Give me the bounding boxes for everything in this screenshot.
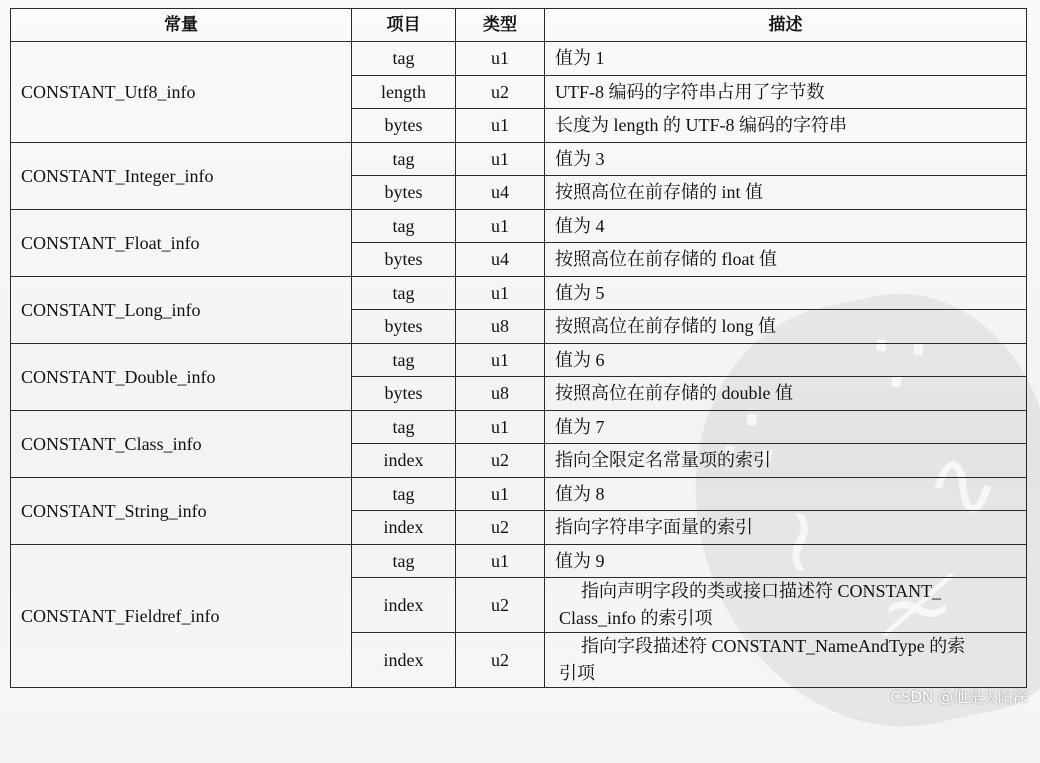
- type-cell: u8: [456, 310, 545, 344]
- type-cell: u2: [456, 578, 545, 633]
- description-cell: UTF-8 编码的字符串占用了字节数: [545, 75, 1027, 109]
- table-row: [11, 209, 1027, 243]
- item-cell: bytes: [352, 310, 456, 344]
- constant-pool-table: [10, 8, 1027, 688]
- description-cell: 值为 1: [545, 42, 1027, 76]
- item-cell: tag: [352, 343, 456, 377]
- item-cell: tag: [352, 209, 456, 243]
- description-cell: 按照高位在前存储的 long 值: [545, 310, 1027, 344]
- header-type: 类型: [456, 9, 545, 42]
- description-cell: [545, 578, 1027, 633]
- description-line: 指向字段描述符 CONSTANT_NameAndType 的索: [581, 636, 966, 656]
- type-cell: u1: [456, 276, 545, 310]
- description-cell: 值为 3: [545, 142, 1027, 176]
- type-cell: u4: [456, 176, 545, 210]
- description-cell: 按照高位在前存储的 float 值: [545, 243, 1027, 277]
- description-cell: 按照高位在前存储的 double 值: [545, 377, 1027, 411]
- constant-name: CONSTANT_Long_info: [11, 276, 352, 343]
- item-cell: tag: [352, 142, 456, 176]
- table-header-row: [11, 9, 1027, 42]
- type-cell: u2: [456, 444, 545, 478]
- item-cell: bytes: [352, 243, 456, 277]
- item-cell: bytes: [352, 377, 456, 411]
- type-cell: u1: [456, 410, 545, 444]
- item-cell: length: [352, 75, 456, 109]
- type-cell: u1: [456, 42, 545, 76]
- item-cell: tag: [352, 276, 456, 310]
- table-row: [11, 343, 1027, 377]
- type-cell: u4: [456, 243, 545, 277]
- description-cell: 值为 9: [545, 544, 1027, 578]
- table-row: [11, 544, 1027, 578]
- type-cell: u2: [456, 511, 545, 545]
- item-cell: tag: [352, 544, 456, 578]
- description-cell: 值为 6: [545, 343, 1027, 377]
- constant-name: CONSTANT_Double_info: [11, 343, 352, 410]
- description-cell: [545, 633, 1027, 688]
- type-cell: u8: [456, 377, 545, 411]
- type-cell: u1: [456, 209, 545, 243]
- type-cell: u1: [456, 109, 545, 143]
- item-cell: index: [352, 511, 456, 545]
- type-cell: u1: [456, 343, 545, 377]
- type-cell: u1: [456, 544, 545, 578]
- header-description: 描述: [545, 9, 1027, 42]
- type-cell: u2: [456, 633, 545, 688]
- item-cell: index: [352, 444, 456, 478]
- description-cell: 值为 7: [545, 410, 1027, 444]
- description-cell: 值为 5: [545, 276, 1027, 310]
- item-cell: tag: [352, 42, 456, 76]
- constant-name: CONSTANT_Class_info: [11, 410, 352, 477]
- csdn-credit-watermark: CSDN @他是太阳深: [890, 688, 1028, 706]
- description-cell: 指向字符串字面量的索引: [545, 511, 1027, 545]
- description-cell: 值为 8: [545, 477, 1027, 511]
- header-constant: 常量: [11, 9, 352, 42]
- type-cell: u1: [456, 477, 545, 511]
- table-row: [11, 410, 1027, 444]
- table-row: [11, 142, 1027, 176]
- constant-name: CONSTANT_Fieldref_info: [11, 544, 352, 688]
- type-cell: u1: [456, 142, 545, 176]
- table-row: [11, 477, 1027, 511]
- description-cell: 长度为 length 的 UTF-8 编码的字符串: [545, 109, 1027, 143]
- item-cell: index: [352, 578, 456, 633]
- item-cell: bytes: [352, 109, 456, 143]
- constant-name: CONSTANT_Float_info: [11, 209, 352, 276]
- item-cell: index: [352, 633, 456, 688]
- description-line: 引项: [559, 663, 595, 683]
- description-cell: 值为 4: [545, 209, 1027, 243]
- table-row: [11, 276, 1027, 310]
- constant-name: CONSTANT_Utf8_info: [11, 42, 352, 143]
- description-line: 指向声明字段的类或接口描述符 CONSTANT_: [581, 581, 942, 601]
- item-cell: tag: [352, 410, 456, 444]
- seal-watermark: ∵ ∴ ∿ ≀ ≁: [659, 267, 1040, 762]
- header-item: 项目: [352, 9, 456, 42]
- item-cell: bytes: [352, 176, 456, 210]
- table-row: [11, 42, 1027, 76]
- constant-name: CONSTANT_String_info: [11, 477, 352, 544]
- description-cell: 按照高位在前存储的 int 值: [545, 176, 1027, 210]
- description-cell: 指向全限定名常量项的索引: [545, 444, 1027, 478]
- type-cell: u2: [456, 75, 545, 109]
- description-line: Class_info 的索引项: [559, 608, 713, 628]
- item-cell: tag: [352, 477, 456, 511]
- constant-name: CONSTANT_Integer_info: [11, 142, 352, 209]
